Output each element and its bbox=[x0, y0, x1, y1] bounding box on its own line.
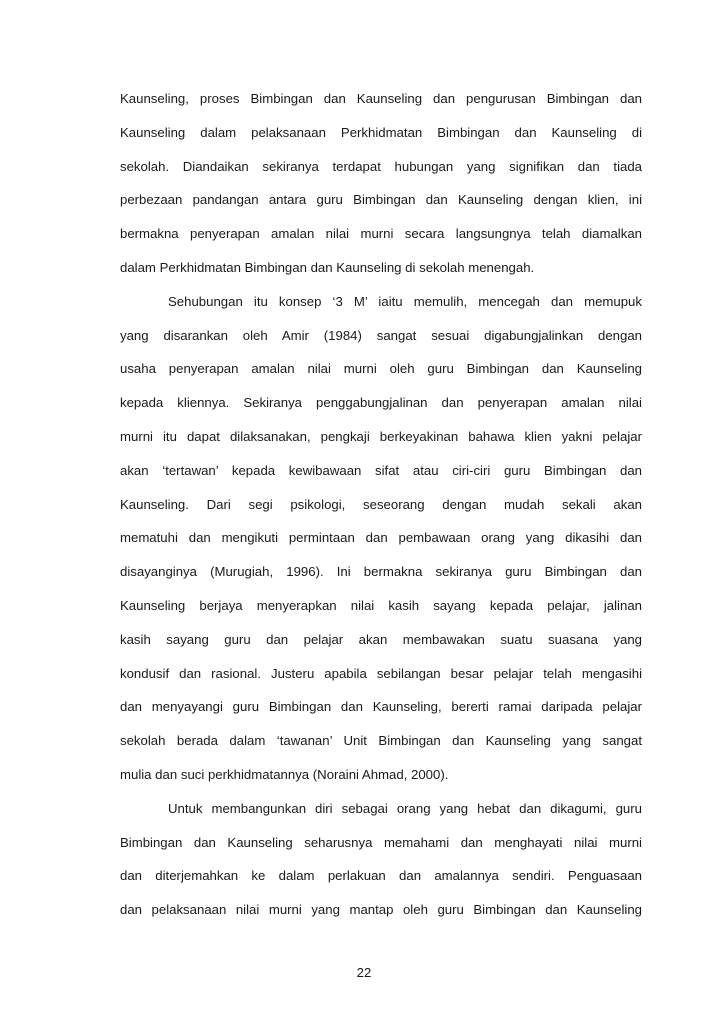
text-line: Untuk membangunkan diri sebagai orang yang hebat dan dikagumi, guru bbox=[168, 800, 642, 816]
text-line: akan ‘tertawan’ kepada kewibawaan sifat atau ciri-ciri guru Bimbingan dan bbox=[120, 462, 642, 478]
text-line: mulia dan suci perkhidmatannya (Noraini Ahmad, 2000). bbox=[120, 766, 449, 782]
text-line: kepada kliennya. Sekiranya penggabungjalinan dan penyerapan amalan nilai bbox=[120, 395, 642, 411]
text-line: Kaunseling dalam pelaksanaan Perkhidmatan Bimbingan dan Kaunseling di bbox=[120, 124, 642, 140]
page-number: 22 bbox=[356, 965, 372, 980]
text-line: disayanginya (Murugiah, 1996). Ini bermakna sekiranya guru Bimbingan dan bbox=[120, 564, 642, 580]
text-line: dan diterjemahkan ke dalam perlakuan dan amalannya sendiri. Penguasaan bbox=[120, 868, 642, 884]
paragraph bbox=[120, 285, 642, 792]
text-line: mematuhi dan mengikuti permintaan dan pembawaan orang yang dikasihi dan bbox=[120, 530, 642, 546]
text-line: perbezaan pandangan antara guru Bimbingan dan Kaunseling dengan klien, ini bbox=[120, 192, 642, 208]
text-line: sekolah. Diandaikan sekiranya terdapat hubungan yang signifikan dan tiada bbox=[120, 158, 642, 174]
paragraph bbox=[120, 792, 642, 927]
text-line: Bimbingan dan Kaunseling seharusnya memahami dan menghayati nilai murni bbox=[120, 834, 642, 850]
text-line: Sehubungan itu konsep ‘3 M’ iaitu memulih, mencegah dan memupuk bbox=[168, 293, 642, 309]
text-line: sekolah berada dalam ‘tawanan’ Unit Bimbingan dan Kaunseling yang sangat bbox=[120, 733, 642, 749]
text-line: usaha penyerapan amalan nilai murni oleh guru Bimbingan dan Kaunseling bbox=[120, 361, 642, 377]
paragraph bbox=[120, 82, 642, 285]
text-line: bermakna penyerapan amalan nilai murni secara langsungnya telah diamalkan bbox=[120, 226, 642, 242]
text-line: Kaunseling. Dari segi psikologi, seseorang dengan mudah sekali akan bbox=[120, 496, 642, 512]
text-line: dan menyayangi guru Bimbingan dan Kaunseling, bererti ramai daripada pelajar bbox=[120, 699, 642, 715]
text-line: murni itu dapat dilaksanakan, pengkaji berkeyakinan bahawa klien yakni pelajar bbox=[120, 428, 642, 444]
text-line: Kaunseling berjaya menyerapkan nilai kasih sayang kepada pelajar, jalinan bbox=[120, 597, 642, 613]
text-line: Kaunseling, proses Bimbingan dan Kaunseling dan pengurusan Bimbingan dan bbox=[120, 91, 642, 106]
text-line: dan pelaksanaan nilai murni yang mantap oleh guru Bimbingan dan Kaunseling bbox=[120, 902, 642, 918]
text-line: dalam Perkhidmatan Bimbingan dan Kaunseling di sekolah menengah. bbox=[120, 259, 535, 275]
document-body bbox=[120, 82, 642, 927]
text-line: kondusif dan rasional. Justeru apabila sebilangan besar pelajar telah mengasihi bbox=[120, 665, 642, 681]
text-line: kasih sayang guru dan pelajar akan membawakan suatu suasana yang bbox=[120, 631, 642, 647]
text-line: yang disarankan oleh Amir (1984) sangat sesuai digabungjalinkan dengan bbox=[120, 327, 642, 343]
